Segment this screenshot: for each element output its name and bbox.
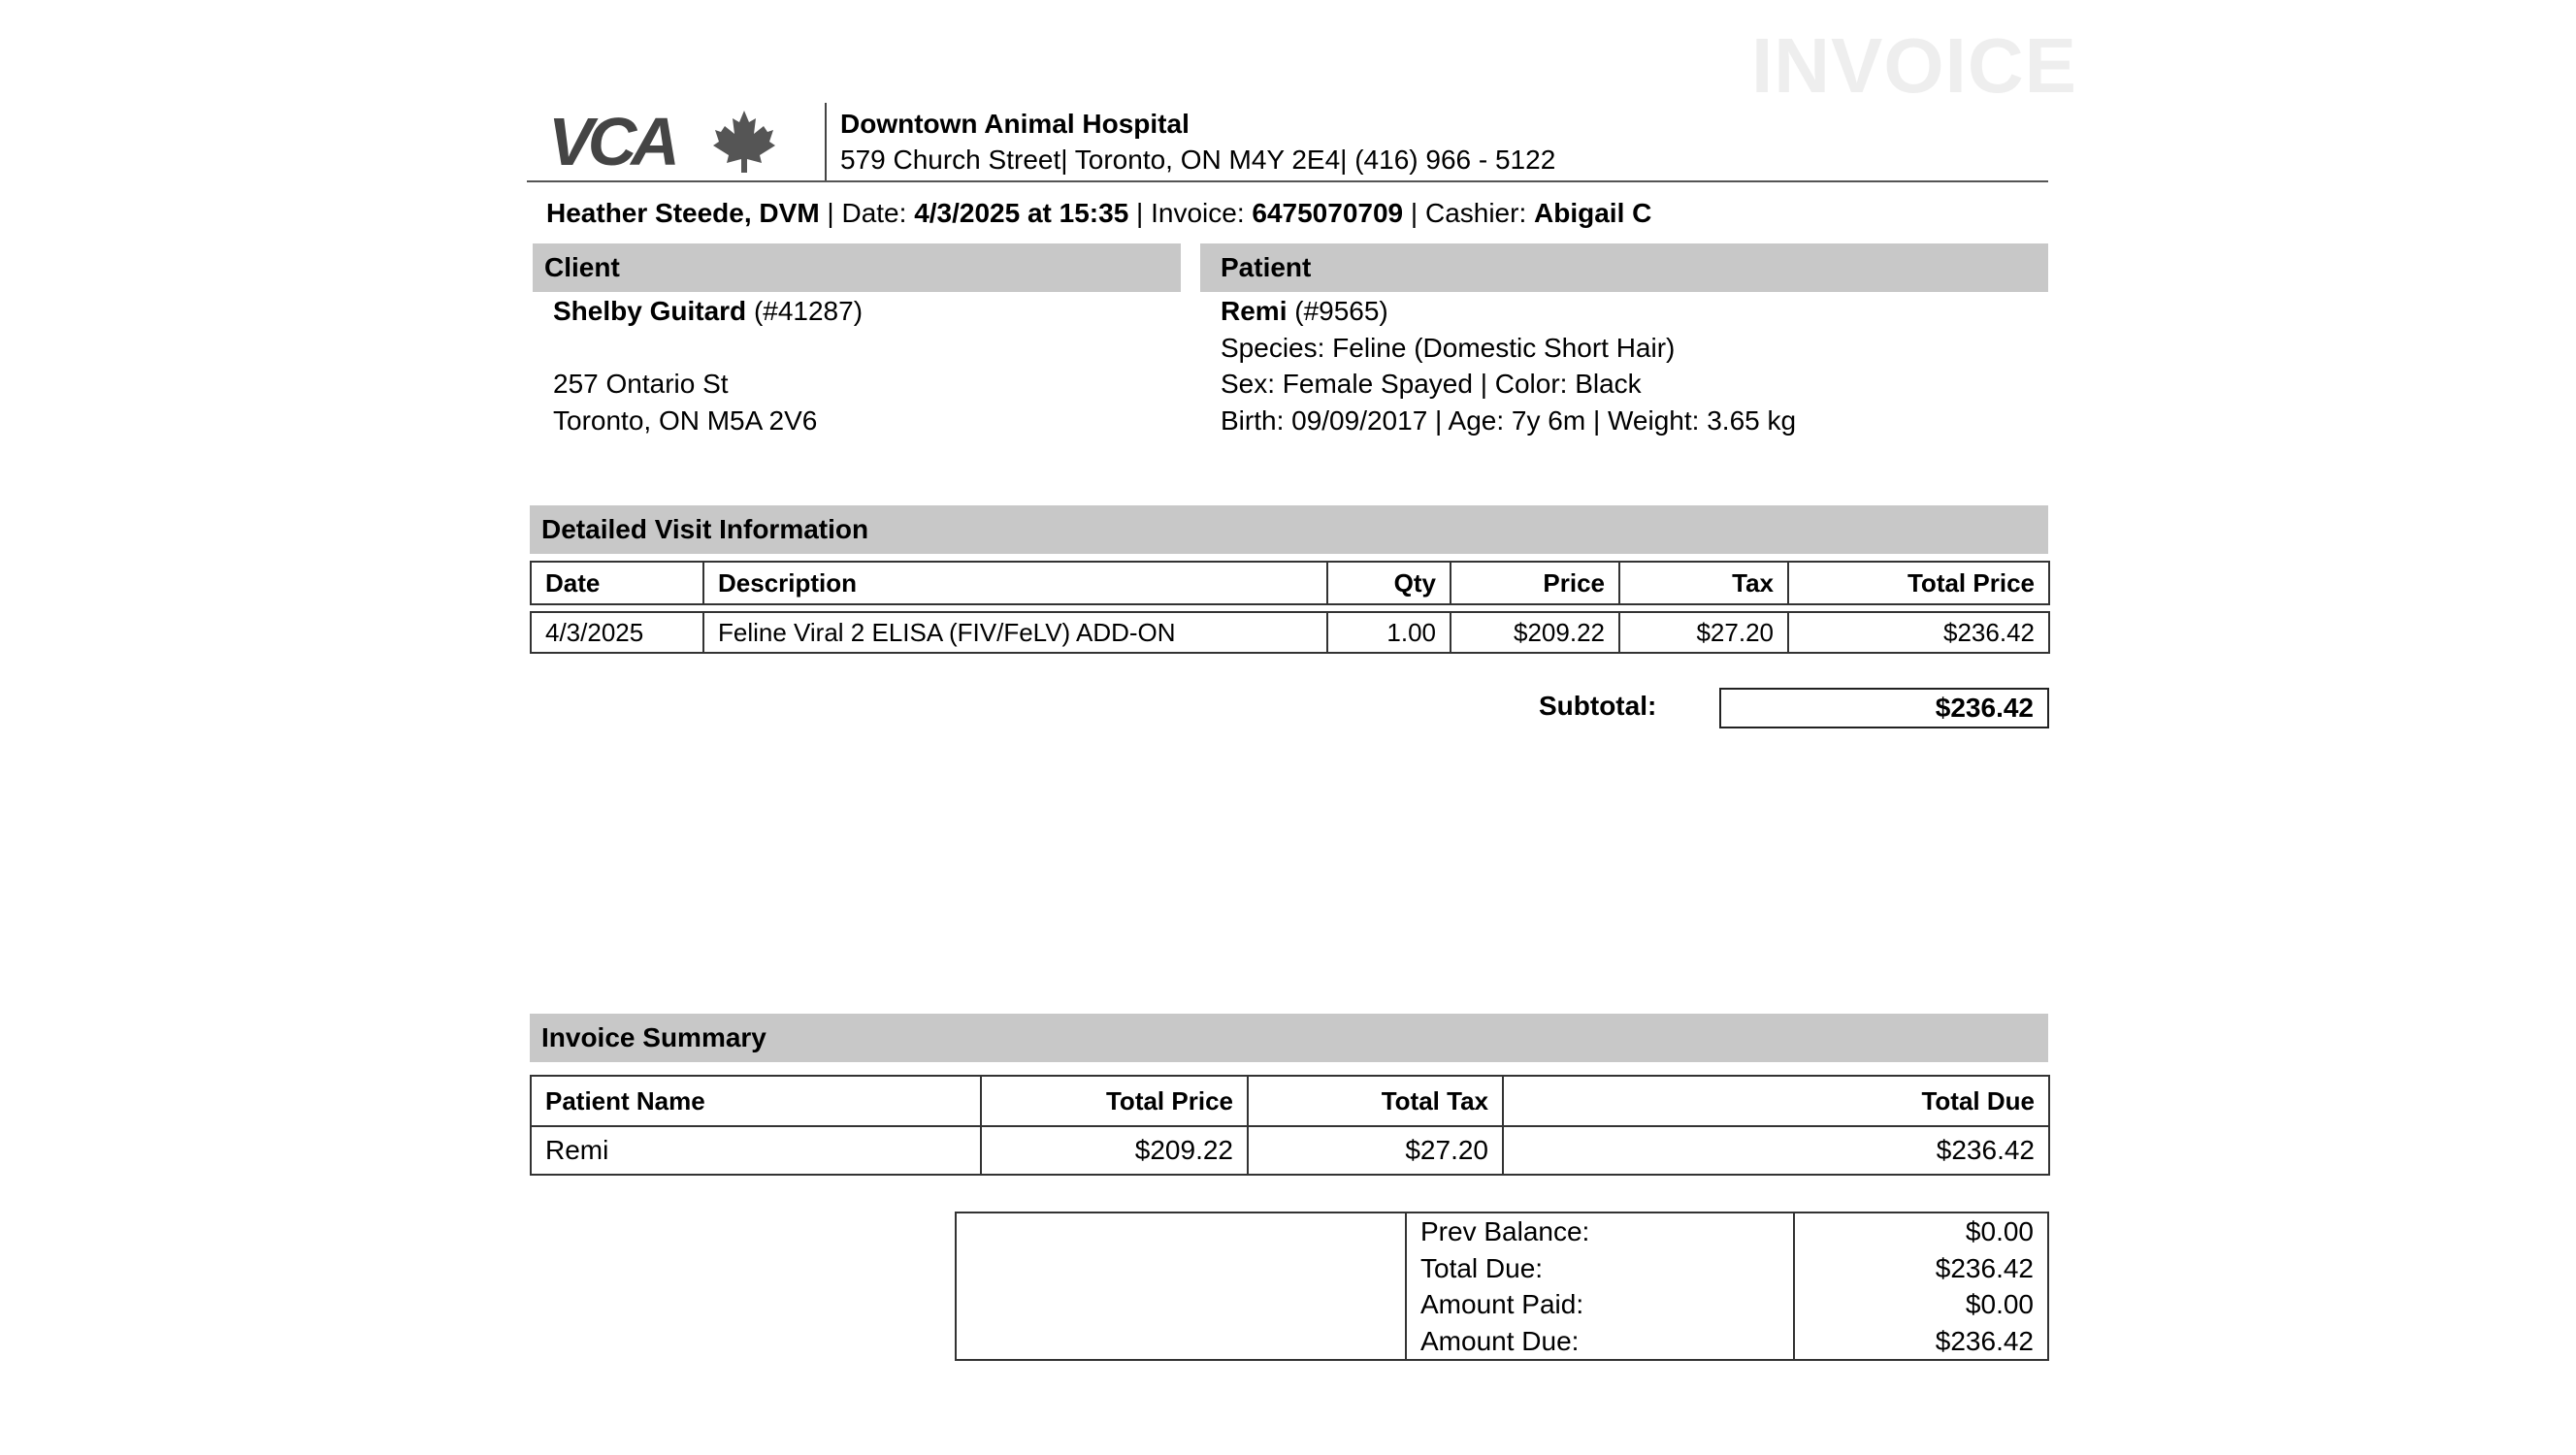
client-address-line1: 257 Ontario St	[553, 369, 729, 399]
invoice-number: 6475070709	[1252, 198, 1404, 228]
visit-table-header	[530, 561, 2050, 605]
col-total-price: Total Price	[1788, 562, 2049, 604]
doctor-name: Heather Steede, DVM	[546, 198, 820, 228]
cashier-name: Abigail C	[1534, 198, 1652, 228]
row-date: 4/3/2025	[531, 612, 703, 653]
col-qty: Qty	[1327, 562, 1451, 604]
subtotal-value: $236.42	[1719, 688, 2049, 728]
col-date: Date	[531, 562, 703, 604]
patient-name: Remi	[1221, 296, 1288, 326]
row-tax: $27.20	[1619, 612, 1788, 653]
patient-heading: Patient	[1200, 243, 2048, 292]
date-label: Date:	[841, 198, 907, 228]
visit-date: 4/3/2025 at 15:35	[914, 198, 1129, 228]
patient-sex-color: Sex: Female Spayed | Color: Black	[1221, 369, 1642, 399]
amount-due-label: Amount Due:	[1420, 1325, 1580, 1356]
summary-total-due: $236.42	[1503, 1126, 2049, 1175]
balance-values	[1809, 1213, 2034, 1359]
client-heading: Client	[533, 243, 1181, 292]
amount-paid-value: $0.00	[1965, 1289, 2034, 1319]
client-name: Shelby Guitard	[553, 296, 747, 326]
summary-heading: Invoice Summary	[530, 1014, 2048, 1062]
patient-species: Species: Feline (Domestic Short Hair)	[1221, 332, 1676, 363]
col-tax: Tax	[1619, 562, 1788, 604]
table-row	[531, 612, 2049, 653]
cashier-label: Cashier:	[1424, 198, 1527, 228]
patient-info	[1221, 293, 1796, 438]
table-row	[531, 1126, 2049, 1175]
maple-leaf-icon	[713, 111, 775, 173]
col-total-due: Total Due	[1503, 1076, 2049, 1126]
summary-total-price: $209.22	[981, 1126, 1248, 1175]
client-info	[553, 293, 863, 438]
visit-heading: Detailed Visit Information	[530, 505, 2048, 554]
header-rule	[527, 180, 2048, 182]
prev-balance-label: Prev Balance:	[1420, 1216, 1590, 1246]
prev-balance-value: $0.00	[1965, 1216, 2034, 1246]
header-separator	[825, 103, 827, 180]
col-total-price: Total Price	[981, 1076, 1248, 1126]
row-description: Feline Viral 2 ELISA (FIV/FeLV) ADD-ON	[703, 612, 1327, 653]
row-price: $209.22	[1451, 612, 1619, 653]
hospital-address: 579 Church Street| Toronto, ON M4Y 2E4| (416) 966 - 5122	[840, 145, 1556, 175]
patient-birth-age-weight: Birth: 09/09/2017 | Age: 7y 6m | Weight: 3.65 kg	[1221, 404, 1797, 436]
summary-table	[530, 1075, 2050, 1176]
total-due-value: $236.42	[1935, 1252, 2034, 1283]
row-qty: 1.00	[1327, 612, 1451, 653]
col-price: Price	[1451, 562, 1619, 604]
vca-logo	[548, 109, 781, 173]
subtotal-label: Subtotal:	[1539, 691, 1657, 721]
visit-meta-line: Heather Steede, DVM | Date: 4/3/2025 at 15:35 | Invoice: 6475070709 | Cashier: Abigail C	[546, 198, 1652, 228]
hospital-name: Downtown Animal Hospital	[840, 109, 1190, 139]
summary-patient-name: Remi	[531, 1126, 981, 1175]
total-due-label: Total Due:	[1420, 1252, 1544, 1283]
balance-divider	[1793, 1212, 1795, 1361]
row-total-price: $236.42	[1788, 612, 2049, 653]
col-patient-name: Patient Name	[531, 1076, 981, 1126]
amount-due-value: $236.42	[1935, 1325, 2034, 1356]
vca-logo-text: VCA	[548, 109, 674, 173]
col-description: Description	[703, 562, 1327, 604]
summary-total-tax: $27.20	[1248, 1126, 1503, 1175]
client-address-line2: Toronto, ON M5A 2V6	[553, 404, 818, 436]
col-total-tax: Total Tax	[1248, 1076, 1503, 1126]
invoice-watermark: INVOICE	[1751, 22, 2077, 109]
amount-paid-label: Amount Paid:	[1420, 1289, 1584, 1319]
visit-table-body	[530, 611, 2050, 654]
balance-divider	[1405, 1212, 1407, 1361]
invoice-label: Invoice:	[1151, 198, 1245, 228]
client-id: (#41287)	[753, 296, 864, 326]
balance-labels	[1420, 1213, 1589, 1359]
patient-id: (#9565)	[1294, 296, 1388, 326]
